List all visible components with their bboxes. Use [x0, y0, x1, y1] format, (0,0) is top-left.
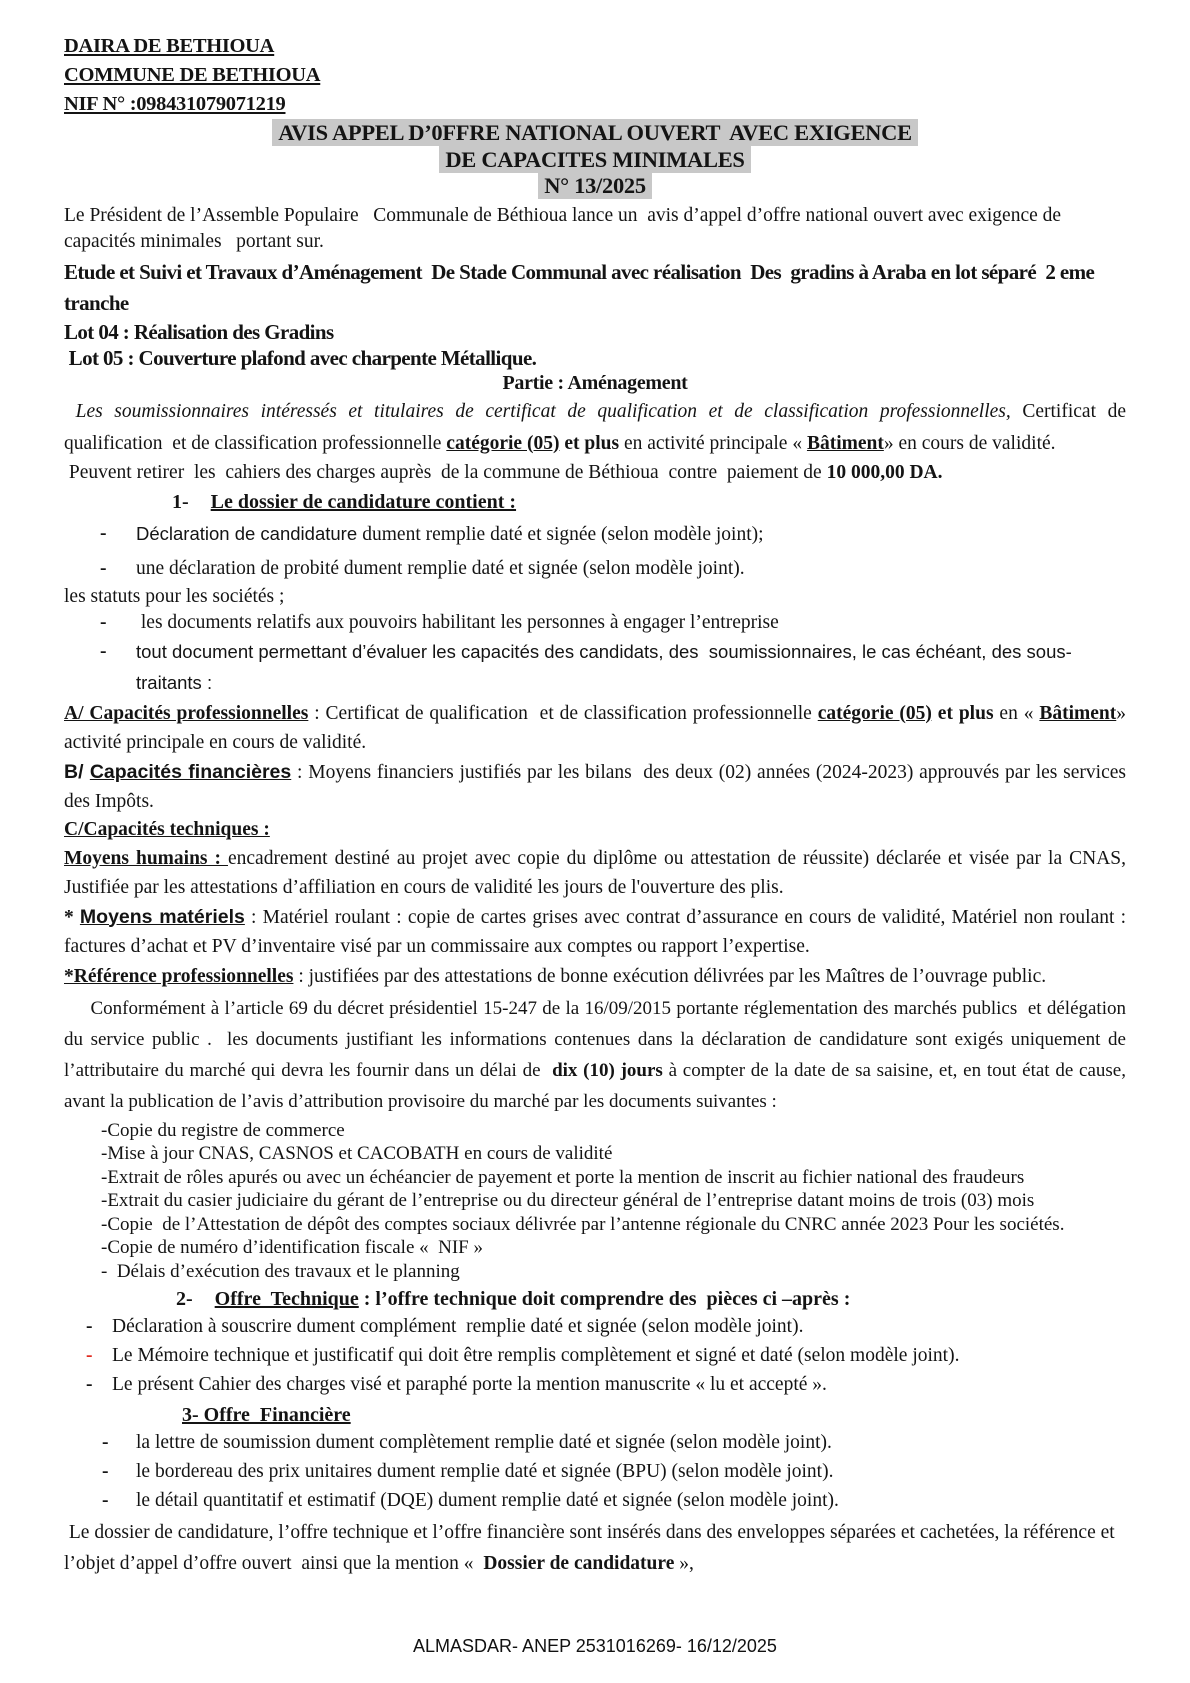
bullet-dash: - [100, 522, 107, 544]
list-item [86, 1312, 1126, 1341]
moyens-materiels-paragraph [64, 903, 1131, 961]
org-nif-line [64, 90, 1126, 119]
list-item-text: Le présent Cahier des charges visé et paraphé porte la mention manuscrite « lu et accepté ». [112, 1374, 827, 1395]
retrait-text: Peuvent retirer les cahiers des charges auprès de la commune de Béthioua contre paiement de [64, 461, 827, 483]
intro-paragraph: Le Président de l’Assemble Populaire Communale de Béthioua lance un avis d’appel d’offre national ouvert avec exigence de capacités minimales portant sur. [64, 204, 1066, 252]
b2-part-a: une déclaration de probité [136, 557, 344, 579]
project-title: Etude et Suivi et Travaux d’Aménagement De Stade Communal avec réalisation Des gradins à Araba en lot séparé 2 eme tranche [64, 259, 1099, 315]
list-item [86, 1341, 1126, 1370]
capA-sep: : [308, 702, 326, 724]
capA-categorie: catégorie (05) [817, 702, 932, 724]
lot04-line: Lot 04 : Réalisation des Gradins [64, 319, 334, 344]
section2-rest: : l’offre technique doit comprendre des pièces ci –après : [358, 1288, 851, 1310]
capB-label: Capacités financières [89, 760, 292, 783]
notice-title-line2-text: DE CAPACITES MINIMALES [439, 146, 750, 173]
section3-label: 3- Offre Financière [182, 1404, 351, 1426]
bullet-dash: - [102, 1461, 109, 1482]
qualification-mid: Certificat de qualification et de classification professionnelle [64, 400, 1131, 454]
qualification-italic: Les soumissionnaires intéressés et titulaires de certificat de qualification et de classification professionnelles, [64, 400, 1011, 422]
bullet-dash: - [100, 640, 107, 662]
section2-label: Offre Technique [214, 1288, 359, 1310]
notice-title-number [64, 174, 1126, 199]
list-item-text [136, 553, 1126, 584]
document-item: -Copie de numéro d’identification fiscale « NIF » [101, 1237, 484, 1258]
capA-label: A/ Capacités professionnelles [64, 702, 309, 724]
bullet-dash: - [100, 557, 107, 579]
closing-dossier: Dossier de candidature [483, 1553, 675, 1574]
capA-batiment: Bâtiment [1039, 702, 1117, 724]
org-nif-text: NIF N° :098431079071219 [64, 93, 286, 115]
conformite-paragraph [64, 993, 1131, 1117]
list-item [102, 1428, 1126, 1457]
section1-label: Le dossier de candidature contient : [210, 490, 517, 513]
reference-label: *Référence professionnelles [64, 965, 294, 987]
list-item [102, 1457, 1126, 1486]
org-commune-line [64, 61, 1126, 90]
list-item-text: la lettre de soumission dument complètement remplie daté et signée (selon modèle joint). [136, 1432, 832, 1453]
list-item-text: Le Mémoire technique et justificatif qui doit être remplis complètement et signé et daté (selon modèle joint). [112, 1345, 960, 1366]
qualification-mid2: en activité principale « [619, 432, 807, 454]
qualification-paragraph [64, 396, 1131, 460]
statuts-line: les statuts pour les sociétés ; [64, 585, 285, 607]
anep-footer-text: ALMASDAR- ANEP 2531016269- 16/12/2025 [413, 1636, 777, 1656]
list-item-text: Déclaration à souscrire dument complément remplie daté et signée (selon modèle joint). [112, 1316, 804, 1337]
conformite-delai: dix (10) jours [552, 1059, 663, 1081]
retrait-amount: 10 000,00 DA. [826, 461, 943, 483]
capC-heading-text: C/Capacités techniques : [64, 818, 270, 840]
list-item-text: le bordereau des prix unitaires dument remplie daté et signée (BPU) (selon modèle joint). [136, 1461, 834, 1482]
bullet-dash: - [102, 1490, 109, 1511]
list-item-text [136, 518, 1126, 550]
document-item: -Copie de l’Attestation de dépôt des comptes sociaux délivrée par l’antenne régionale du CNRC année 2023 Pour les sociétés. [101, 1213, 1065, 1235]
closing-seg2: », [674, 1553, 694, 1574]
moyens-humains-text: encadrement destiné au projet avec copie du diplôme ou attestation de réussite) déclarée et visée par la CNAS, Justifiée par les attestations d’affiliation en cours de validité les jours de l'ouverture des plis. [64, 847, 1131, 898]
retrait-paragraph [64, 460, 1126, 486]
list-item [100, 609, 1126, 636]
capB-text: : Moyens financiers justifiés par les bilans des deux (02) années (2024-2023) approuvés par les services des Impôts. [64, 761, 1131, 812]
partie-line: Partie : Aménagement [502, 371, 688, 394]
list-item-text: le détail quantitatif et estimatif (DQE) dument remplie daté et signée (selon modèle joint). [136, 1490, 839, 1511]
moyens-humains-paragraph [64, 844, 1131, 902]
bullet-dash: - [86, 1374, 93, 1395]
document-item: -Copie du registre de commerce [101, 1119, 345, 1141]
org-daira-text: DAIRA DE BETHIOUA [64, 35, 275, 57]
capA-cont: en « [993, 702, 1040, 724]
moyens-materiels-label: Moyens matériels [79, 905, 245, 928]
section1-number: 1- [172, 490, 189, 513]
documents-list [101, 1119, 1126, 1284]
section3-heading [182, 1402, 1126, 1428]
org-daira-line [64, 32, 1126, 61]
document-item: - Délais d’exécution des travaux et le planning [101, 1260, 460, 1282]
document-item: -Extrait du casier judiciaire du gérant de l’entreprise ou du directeur général de l’entreprise datant moins de trois (03) mois [101, 1190, 1035, 1211]
closing-seg1: Le dossier de candidature, l’offre technique et l’offre financière sont insérés dans des enveloppes séparées et cachetées, la référence et l’objet d’appel d’offre ouvert ainsi que la mention « [64, 1522, 1120, 1574]
notice-title [64, 121, 1126, 199]
qualification-categorie: catégorie (05) [446, 432, 560, 454]
qualification-end: » en cours de validité. [883, 432, 1056, 454]
section2-heading [176, 1286, 1126, 1312]
lot05-line: Lot 05 : Couverture plafond avec charpente Métallique. [64, 345, 537, 370]
b1-serif-part: dument remplie daté et signée (selon modèle joint); [362, 523, 764, 545]
capacites-techniques-heading [64, 816, 1126, 843]
list-item [102, 1486, 1126, 1515]
moyens-materiels-text: : Matériel roulant : copie de cartes grises avec contrat d’assurance en cours de validité, Matériel non roulant : factures d’achat et PV d’inventaire visé par un commissaire aux comptes ou rapport l’expertise. [64, 906, 1131, 957]
notice-title-number-text: N° 13/2025 [538, 172, 652, 199]
org-commune-text: COMMUNE DE BETHIOUA [64, 64, 321, 86]
capacites-financieres-paragraph [64, 758, 1131, 816]
conformite-seg2: à compter de la date de sa saisine, et, en tout état de cause, avant la publication de l’avis d’attribution provisoire du marché par les documents suivantes : [64, 1059, 1131, 1112]
bullet-dash: - [100, 611, 107, 633]
document-item: -Mise à jour CNAS, CASNOS et CACOBATH en cours de validité [101, 1143, 613, 1164]
b1-sans-part: Déclaration de candidature [136, 522, 363, 544]
list-item [100, 518, 1126, 550]
capA-plus: et plus [931, 702, 994, 724]
document-item: -Extrait de rôles apurés ou avec un échéancier de payement et porte la mention de inscrit au fichier national des fraudeurs [101, 1166, 1025, 1188]
list-item [100, 636, 1126, 698]
qualification-plus: et plus [559, 432, 620, 454]
reference-text: : justifiées par des attestations de bonne exécution délivrées par les Maîtres de l’ouvrage public. [293, 965, 1047, 987]
capA-end: » activité principale en cours de validité. [64, 702, 1131, 753]
section1-heading [172, 489, 1126, 515]
anep-footer [0, 1636, 1190, 1657]
capacites-professionnelles-paragraph [64, 699, 1131, 757]
notice-title-line2 [64, 148, 1126, 173]
list-item [86, 1370, 1126, 1399]
list-item-text: tout document permettant d’évaluer les capacités des candidats, des soumissionnaires, le cas échéant, des sous-traitants : [136, 640, 1072, 693]
bullet-dash: - [102, 1432, 109, 1453]
moyens-humains-label: Moyens humains : [64, 847, 228, 869]
list-item-text: les documents relatifs aux pouvoirs habilitant les personnes à engager l’entreprise [136, 611, 779, 633]
capB-prefix: B/ [64, 760, 90, 783]
notice-title-line1-text: AVIS APPEL D’0FFRE NATIONAL OUVERT AVEC EXIGENCE [272, 119, 918, 146]
red-bullet-dash: - [86, 1345, 93, 1366]
capA-text: Certificat de qualification et de classification professionnelle [325, 702, 818, 724]
section2-number: 2- [176, 1288, 193, 1310]
closing-paragraph [64, 1517, 1126, 1579]
notice-title-line1 [64, 121, 1126, 146]
moyens-materiels-star: * [64, 906, 80, 928]
reference-professionnelles-paragraph [64, 962, 1126, 991]
conformite-seg1: Conformément à l’article 69 du décret présidentiel 15-247 de la 16/09/2015 portante réglementation des marchés publics et délégation du service public . les documents justifiant les informations contenues dans la déclaration de candidature sont exigés uniquement de l’attributaire du marché qui devra les fournir dans un délai de [64, 997, 1131, 1081]
b2-part-b: dument remplie daté et signée (selon modèle joint). [343, 557, 745, 579]
qualification-batiment: Bâtiment [806, 432, 884, 454]
bullet-dash: - [86, 1316, 93, 1337]
list-item [100, 553, 1126, 584]
